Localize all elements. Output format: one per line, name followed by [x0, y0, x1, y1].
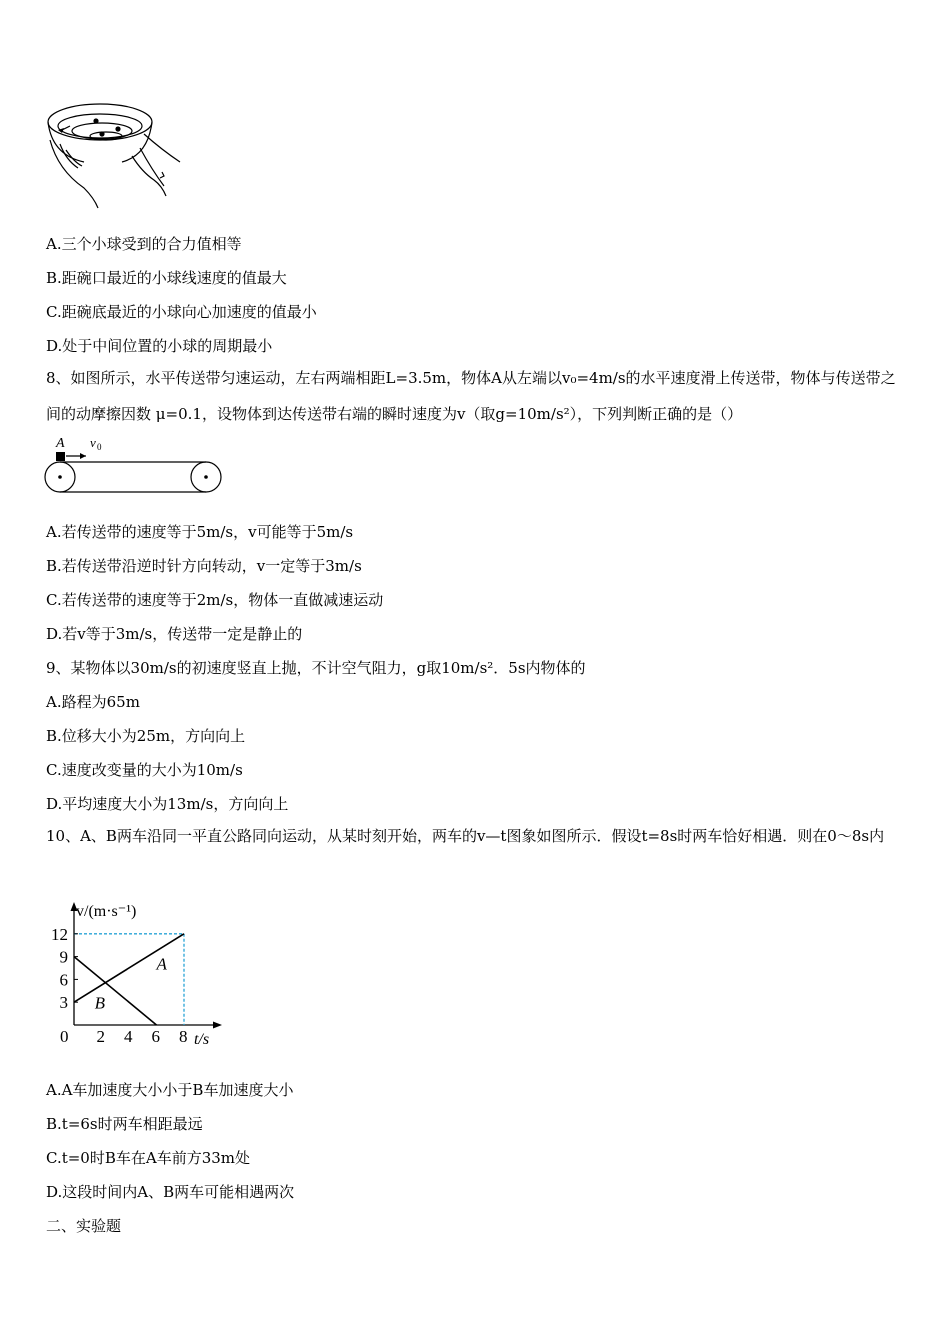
x-tick-label: 0	[60, 1027, 69, 1046]
series-label-b: B	[94, 993, 106, 1013]
q7-option-c: C.距碗底最近的小球向心加速度的值最小	[46, 303, 317, 321]
q9-option-c: C.速度改变量的大小为10m/s	[46, 761, 243, 779]
q8-option-c: C.若传送带的速度等于2m/s，物体一直做减速运动	[46, 591, 384, 609]
velocity-subscript: 0	[97, 442, 102, 452]
q9-option-d: D.平均速度大小为13m/s，方向向上	[46, 795, 289, 813]
x-axis-arrow-icon	[213, 1022, 222, 1029]
series-label-a: A	[156, 954, 167, 974]
y-tick-label: 6	[59, 970, 68, 990]
x-tick-label: 2	[96, 1027, 105, 1046]
y-tick-label: 3	[59, 993, 68, 1013]
arrow-right-icon	[80, 453, 86, 459]
q9-option-b: B.位移大小为25m，方向向上	[46, 727, 246, 745]
vt-chart	[40, 894, 240, 1058]
series-line-b	[74, 957, 157, 1025]
q10-option-c: C.t=0时B车在A车前方33m处	[46, 1149, 251, 1167]
q8-option-a: A.若传送带的速度等于5m/s，v可能等于5m/s	[46, 523, 354, 541]
x-tick-label: 4	[124, 1027, 133, 1046]
series-line-a	[74, 934, 184, 1002]
y-axis-label: v/(m·s⁻¹)	[76, 903, 137, 920]
bowl-figure	[44, 100, 184, 216]
q10-option-d: D.这段时间内A、B两车可能相遇两次	[46, 1183, 295, 1201]
q9-option-a: A.路程为65m	[46, 693, 140, 711]
velocity-label: v	[90, 435, 96, 450]
section-title: 二、实验题	[46, 1217, 122, 1235]
q10-option-a: A.A车加速度大小小于B车加速度大小	[46, 1081, 294, 1099]
q8-option-d: D.若v等于3m/s，传送带一定是静止的	[46, 625, 303, 643]
q7-option-b: B.距碗口最近的小球线速度的值最大	[46, 269, 287, 287]
q10-stem: 10、A、B两车沿同一平直公路同向运动，从某时刻开始，两车的v—t图象如图所示．假设t=8s时两车恰好相遇．则在0～8s内	[46, 827, 885, 845]
x-tick-label: 6	[151, 1027, 160, 1046]
x-tick-label: 8	[179, 1027, 188, 1046]
q7-option-a: A.三个小球受到的合力值相等	[46, 235, 242, 253]
block-a	[56, 452, 65, 461]
q7-option-d: D.处于中间位置的小球的周期最小	[46, 337, 273, 355]
q8-option-b: B.若传送带沿逆时针方向转动，v一定等于3m/s	[46, 557, 362, 575]
q8-stem: 8、如图所示，水平传送带匀速运动，左右两端相距L=3.5m，物体A从左端以v₀=4m/s的水平速度滑上传送带，物体与传送带之间的动摩擦因数 μ=0.1，设物体到达传送带右端的瞬时速度为v（取g=10m/s²），下列判断正确的是（）	[46, 369, 896, 423]
conveyor-figure	[42, 432, 226, 502]
x-axis-label: t/s	[194, 1031, 210, 1048]
y-tick-label: 12	[51, 924, 68, 944]
q9-stem: 9、某物体以30m/s的初速度竖直上抛，不计空气阻力，g取10m/s²．5s内物体的	[46, 659, 586, 677]
y-tick-label: 9	[59, 947, 68, 967]
q10-option-b: B.t=6s时两车相距最远	[46, 1115, 203, 1133]
block-label: A	[56, 436, 65, 451]
